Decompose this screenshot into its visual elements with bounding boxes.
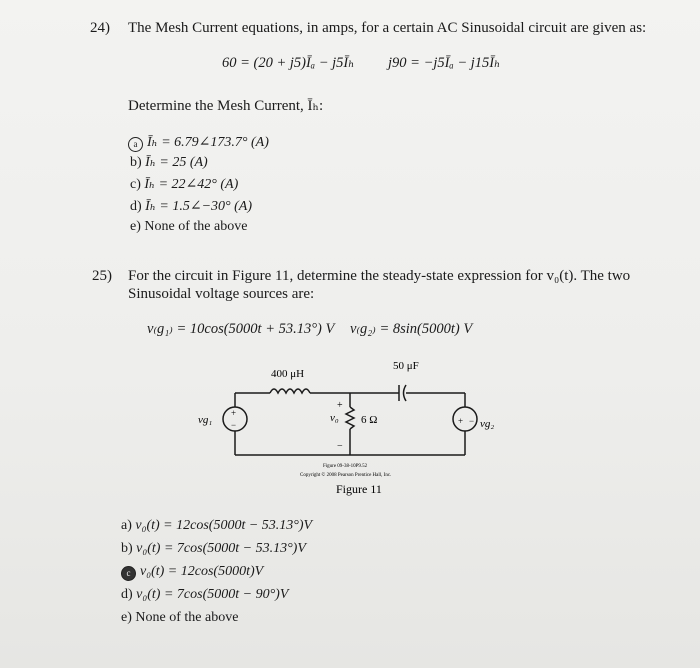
q24-prompt: The Mesh Current equations, in amps, for a certain AC Sinusoidal circuit are given as: [128,20,647,36]
q24-option-a[interactable] [128,134,269,152]
q25-option-c[interactable] [121,564,263,581]
src2-minus: − [469,416,475,426]
q24-option-b[interactable] [130,154,208,171]
q25-option-e-text: None of the above [135,610,239,625]
q25-option-b-text: v₀(t) = 7cos(5000t − 53.13°)V [136,541,306,556]
q24-option-c-text: Īₕ = 22∠42° (A) [144,177,239,192]
selected-answer-mark-icon: c [121,566,136,581]
q25-option-b[interactable] [121,541,306,557]
q25-option-c-text: v₀(t) = 12cos(5000t)V [140,564,264,579]
vo-label: v₀ [330,412,339,424]
q24-option-e[interactable] [130,219,247,235]
q24-option-c[interactable] [130,176,238,193]
q25-option-b-label: b) [121,541,133,556]
q25-option-a-label: a) [121,518,132,533]
q25-option-a-text: v₀(t) = 12cos(5000t − 53.13°)V [135,518,313,533]
q24-option-d-text: Īₕ = 1.5∠−30° (A) [145,199,252,214]
selected-answer-mark-icon: a [128,137,143,152]
q24-option-e-label: e) [130,219,141,234]
figure-id: Figure 09-38-10P9.52 [323,464,368,469]
src1-minus: − [231,420,237,430]
figure-caption: Figure 11 [336,482,382,496]
inductor-symbol [270,389,310,393]
q24-number: 24) [90,20,110,36]
q25-option-e[interactable] [121,610,238,626]
q25-source-vg2: v₍g₂₎ = 8sin(5000t) V [350,321,473,337]
inductor-label: 400 μH [271,368,305,380]
q25-option-d[interactable] [121,587,288,603]
vo-plus: + [337,400,343,411]
vo-minus: − [337,441,343,452]
q24-option-d-label: d) [130,199,142,214]
q25-option-e-label: e) [121,610,132,625]
circuit-diagram [198,355,510,505]
q25-option-d-text: v₀(t) = 7cos(5000t − 90°)V [136,587,289,602]
src1-plus: + [231,408,237,418]
q24-option-d[interactable] [130,198,252,215]
q24-option-a-text: Īₕ = 6.79∠173.7° (A) [147,135,269,150]
resistor-label: 6 Ω [361,414,378,426]
vg1-label: vg₁ [198,414,213,426]
q24-option-b-text: Īₕ = 25 (A) [145,155,208,170]
q25-prompt-line-1: For the circuit in Figure 11, determine the steady-state expression for v₀(t). The two [128,268,631,284]
q24-equation-2: j90 = −j5Īₐ − j15Īₕ [388,55,501,71]
q25-option-a[interactable] [121,518,312,534]
q25-option-d-label: d) [121,587,133,602]
capacitor-plate-right [404,385,407,401]
q25-source-vg1: v₍g₁₎ = 10cos(5000t + 53.13°) V [147,321,335,337]
src2-plus: + [458,416,464,426]
q25-number: 25) [92,268,112,284]
q25-prompt-line-2: Sinusoidal voltage sources are: [128,286,315,302]
q24-option-c-label: c) [130,177,141,192]
q24-ask: Determine the Mesh Current, Īₕ: [128,98,324,114]
q24-option-e-text: None of the above [144,219,248,234]
vg2-label: vg₂ [480,418,495,430]
q24-option-b-label: b) [130,155,142,170]
capacitor-label: 50 μF [393,360,419,372]
figure-copyright: Copyright © 2008 Pearson Prentice Hall, Inc. [300,473,392,478]
resistor-symbol [346,407,354,429]
q24-equation-1: 60 = (20 + j5)Īₐ − j5Īₕ [222,55,355,71]
